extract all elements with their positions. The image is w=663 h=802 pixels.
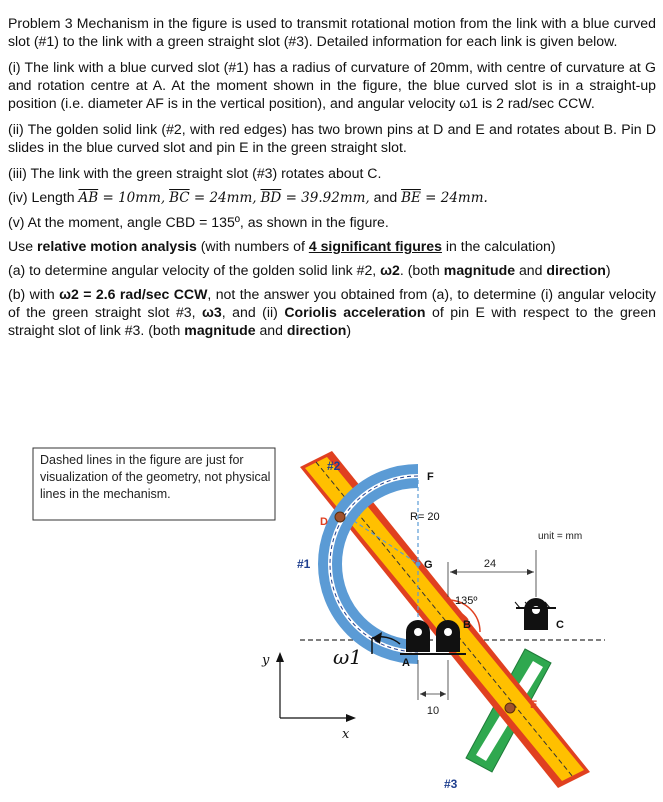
item-iv: (iv) Length $\overline{AB} = 10mm$, $\overline{BC} = 24mm$, $\overline{BD} = 39.92mm$, and $\overline{BE} = 24mm$. [8,189,488,206]
label-radius: R= 20 [410,511,440,523]
label-c: C [556,619,564,631]
part-a: (a) to determine angular velocity of the golden solid link #2, ω2. (both magnitude and direction) [8,262,611,278]
dim-ab-label: 10 [426,705,440,717]
mechanism-figure [0,432,663,802]
label-link3: #3 [444,777,458,791]
note-text: Dashed lines in the figure are just for visualization of the geometry, not physical lines in the mechanism. [40,453,271,501]
unit-label: unit = mm [538,531,583,542]
ground-support-c [515,598,556,630]
label-angle: 135º [455,595,478,607]
dim-ab [418,660,448,700]
point-g [416,562,421,567]
item-ii: (ii) The golden solid link (#2, with red edges) has two brown pins at D and E and rotates about B. Pin D slides in the blue curved slot and pin E in the green straight slot. [8,121,656,155]
label-a: A [402,657,410,669]
dim-bc-label: 24 [483,558,497,570]
label-link2: #2 [327,459,341,473]
label-link1: #1 [297,557,311,571]
label-omega1: ω1 [333,645,363,669]
label-f: F [427,471,434,483]
label-g: G [424,559,433,571]
pin-d [335,512,345,522]
label-b: B [463,619,471,631]
mechanism-diagram [0,432,663,802]
part-b: (b) with ω2 = 2.6 rad/sec CCW, not the answer you obtained from (a), to determine (i) angular velocity of the green straight slot #3, ω3, and (ii) Coriolis acceleration of pin E with respect to the green straight slot of link #3. (both magnitude and direction) [8,286,657,338]
label-d: D [320,516,328,528]
label-e: E [530,699,538,711]
label-axis-y: y [262,653,270,668]
label-axis-x: x [342,727,350,742]
use-line: Use relative motion analysis (with numbers of 4 significant figures in the calculation) [8,238,556,254]
pin-e [505,703,515,713]
note-text-container [40,452,272,518]
item-iii: (iii) The link with the green straight slot (#3) rotates about C. [8,165,382,181]
problem-text [8,14,656,347]
item-v: (v) At the moment, angle CBD = 135º, as shown in the figure. [8,214,389,230]
item-i: (i) The link with a blue curved slot (#1) has a radius of curvature of 20mm, with centre of curvature at G and rotation centre at A. At the moment shown in the figure, the blue curved slot is in a straight-up position (i.e. diameter AF is in the vertical position), and angular velocity ω1 is 2 rad/sec CCW. [8,59,656,111]
problem-intro: Problem 3 Mechanism in the figure is used to transmit rotational motion from the link with a blue curved slot (#1) to the link with a green straight slot (#3). Detailed information for each link is given below. [8,15,656,49]
